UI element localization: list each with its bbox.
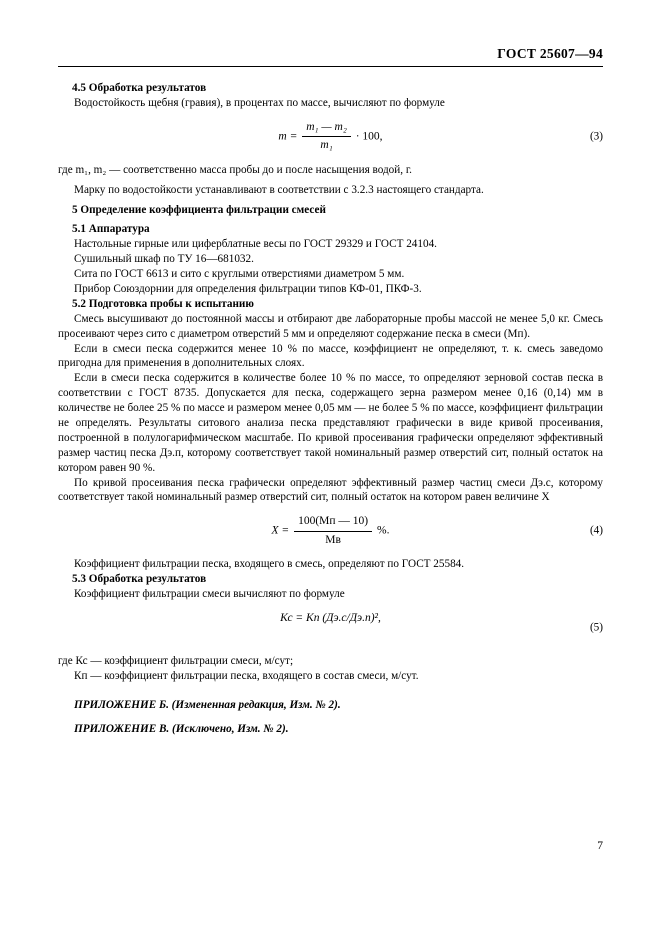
formula-3-numerator: m₁ — m₂	[302, 120, 351, 137]
paragraph-5-2-3: Если в смеси песка содержится в количестве более 10 % по массе, то определяют зерновой состав песка в соответствии с ГОСТ 8735. Допускается для песка, содержащего зерна размером менее 0,16 (0,14) мм в количестве не более 25 % по массе и размером менее 0,05 мм — не более 5 % по массе, коэффициент фильтрации не определять. Результаты ситового анализа песка представляют графически в виде кривой просеивания, построенной в полулогарифмическом масштабе. По кривой просеивания графически определяют эффективный размер частиц песка Дэ.п, которому соответствует такой номинальный размер отверстий сит, полный остаток на котором равен 90 %.	[58, 372, 603, 474]
header-divider	[58, 66, 603, 67]
paragraph-5-2-2: Если в смеси песка содержится менее 10 % по массе, коэффициент не определяют, т. к. смесь заведомо пригодна для применения в дополнительных слоях.	[58, 342, 603, 370]
heading-5-1: 5.1 Аппаратура	[72, 223, 150, 236]
formula-3-denominator: m₁	[320, 139, 333, 152]
formula-3	[58, 120, 603, 154]
paragraph-5-2-1: Смесь высушивают до постоянной массы и отбирают две лабораторные пробы массой не менее 5,0 кг. Смесь просеивают через сито с диаметром отверстий 5 мм и определяют содержание песка в смеси (Мп).	[58, 312, 603, 340]
paragraph-4-5-intro: Водостойкость щебня (гравия), в процентах по массе, вычисляют по формуле	[74, 96, 445, 109]
formula-4-row	[58, 514, 603, 548]
formula-4-denominator: Мв	[325, 533, 341, 546]
heading-4-5: 4.5 Обработка результатов	[72, 82, 207, 94]
formula-4-tail: %.	[377, 524, 390, 537]
heading-5-3: 5.3 Обработка результатов	[72, 573, 207, 586]
paragraph-4-5-mark: Марку по водостойкости устанавливают в соответствии с 3.2.3 настоящего стандарта.	[74, 183, 484, 196]
page-header	[58, 46, 603, 62]
equipment-line-4: Прибор Союздорнии для определения фильтрации типов КФ-01, ПКФ-3.	[74, 283, 422, 296]
page-number: 7	[597, 840, 603, 852]
formula-5-legend-1: где Кс — коэффициент фильтрации смеси, м/сут;	[58, 655, 294, 668]
paragraph-5-3-1: Коэффициент фильтрации смеси вычисляют по формуле	[74, 588, 345, 601]
paragraph-5-2-5: Коэффициент фильтрации песка, входящего в смесь, определяют по ГОСТ 25584.	[74, 558, 465, 571]
paragraph-5-2-4: По кривой просеивания песка графически определяют эффективный размер частиц смеси Дэ.с, которому соответствует такой номинальный размер отверстий сит, полный остаток на котором равен величине X	[58, 476, 603, 504]
formula-5-row	[58, 611, 603, 645]
document-body	[58, 81, 603, 737]
formula-4-lhs: X =	[271, 524, 290, 537]
formula-5-number: (5)	[589, 621, 603, 634]
heading-5-2: 5.2 Подготовка пробы к испытанию	[72, 297, 254, 310]
formula-3-lhs: m =	[278, 130, 298, 143]
equipment-line-1: Настольные гирные или циферблатные весы по ГОСТ 29329 и ГОСТ 24104.	[74, 238, 437, 251]
standard-designation: ГОСТ 25607—94	[497, 46, 603, 61]
formula-4-fraction	[294, 514, 372, 548]
appendix-v-note: ПРИЛОЖЕНИЕ В. (Исключено, Изм. № 2).	[74, 722, 289, 735]
formula-3-legend: где m₁, m₂ — соответственно масса пробы до и после насыщения водой, г.	[58, 163, 412, 176]
equipment-line-2: Сушильный шкаф по ТУ 16—681032.	[74, 253, 254, 266]
heading-5: 5 Определение коэффициента фильтрации смесей	[72, 203, 326, 216]
formula-4-number: (4)	[589, 524, 603, 537]
formula-5: Кс = Кп (Дэ.с/Дэ.п)²,	[280, 612, 381, 625]
formula-3-fraction	[302, 120, 351, 154]
formula-3-row	[58, 120, 603, 154]
formula-5-legend-2: Кп — коэффициент фильтрации песка, входящего в состав смеси, м/сут.	[74, 669, 419, 682]
formula-4	[58, 514, 603, 548]
formula-3-tail: · 100,	[355, 130, 383, 143]
appendix-b-note: ПРИЛОЖЕНИЕ Б. (Измененная редакция, Изм. № 2).	[74, 698, 341, 711]
formula-3-number: (3)	[589, 130, 603, 143]
formula-4-numerator: 100(Мп — 10)	[294, 514, 372, 531]
equipment-line-3: Сита по ГОСТ 6613 и сито с круглыми отверстиями диаметром 5 мм.	[74, 268, 405, 281]
